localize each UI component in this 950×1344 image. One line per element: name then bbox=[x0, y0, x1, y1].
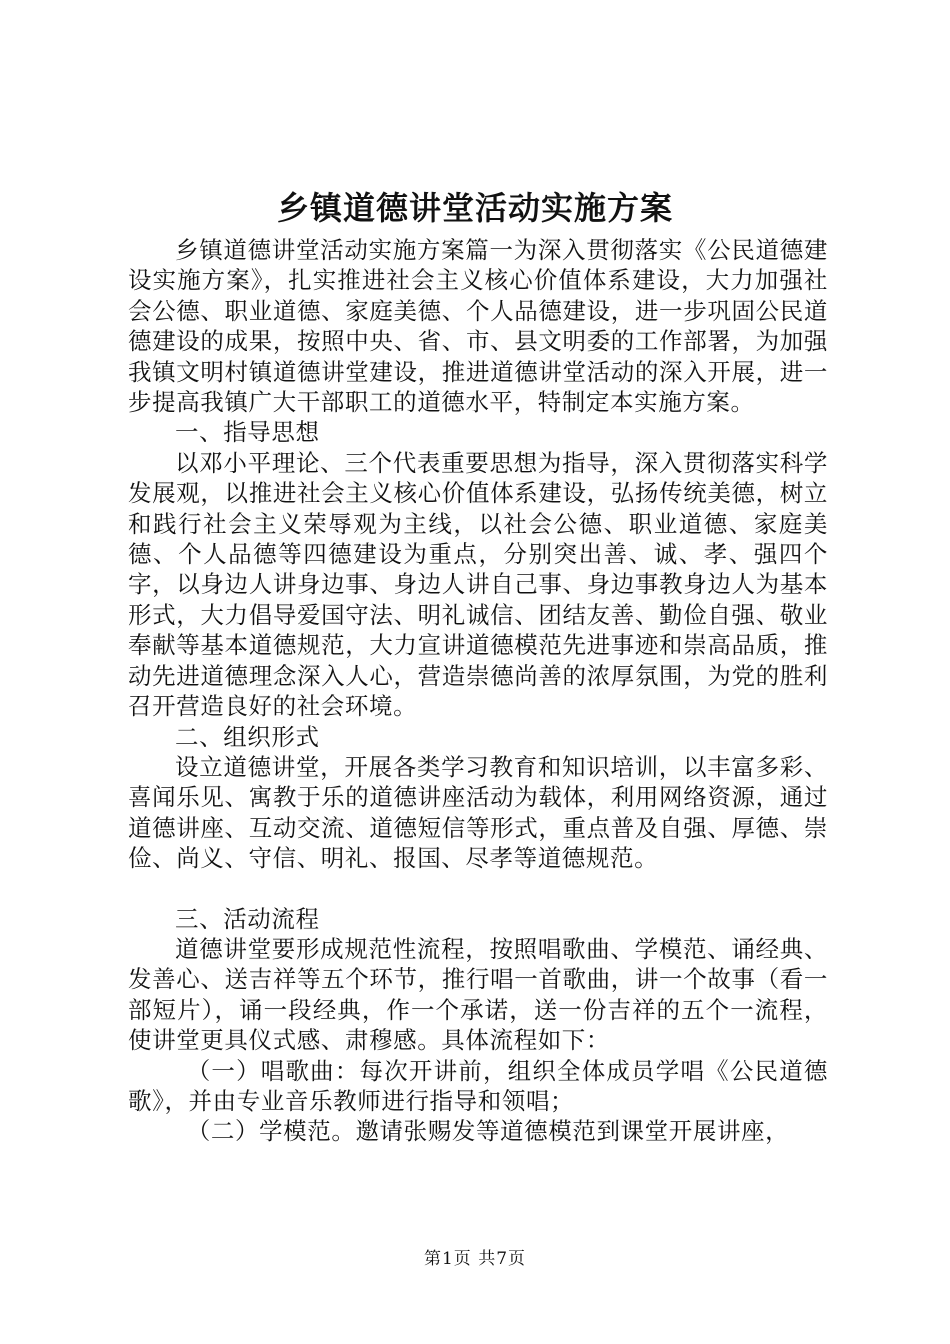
guiding-thought-paragraph: 以邓小平理论、三个代表重要思想为指导，深入贯彻落实科学发展观，以推进社会主义核心价值体系建设，弘扬传统美德，树立和践行社会主义荣辱观为主线，以社会公德、职业道德、家庭美德、个人品德等四德建设为重点，分别突出善、诚、孝、强四个字，以身边人讲身边事、身边人讲自己事、身边事教身边人为基本形式，大力倡导爱国守法、明礼诚信、团结友善、勤俭自强、敬业奉献等基本道德规范，大力宣讲道德模范先进事迹和崇高品质，推动先进道德理念深入人心，营造崇德尚善的浓厚氛围，为党的胜利召开营造良好的社会环境。 bbox=[128, 448, 828, 721]
section-heading-process: 三、活动流程 bbox=[175, 904, 320, 933]
document-body bbox=[128, 235, 828, 1147]
process-step-1: （一）唱歌曲：每次开讲前，组织全体成员学唱《公民道德歌》，并由专业音乐教师进行指导和领唱； bbox=[128, 1056, 828, 1115]
section-heading-guiding-thought: 一、指导思想 bbox=[175, 418, 320, 447]
page-number-footer: 第1页 共7页 bbox=[423, 1249, 527, 1269]
process-step-2: （二）学模范。邀请张赐发等道德模范到课堂开展讲座， bbox=[186, 1117, 790, 1146]
section-heading-organization: 二、组织形式 bbox=[175, 722, 320, 751]
process-paragraph: 道德讲堂要形成规范性流程，按照唱歌曲、学模范、诵经典、发善心、送吉祥等五个环节，推行唱一首歌曲，讲一个故事（看一部短片），诵一段经典，作一个承诺，送一份吉祥的五个一流程，使讲堂更具仪式感、肃穆感。具体流程如下： bbox=[128, 934, 828, 1055]
intro-paragraph: 乡镇道德讲堂活动实施方案篇一为深入贯彻落实《公民道德建设实施方案》，扎实推进社会主义核心价值体系建设，大力加强社会公德、职业道德、家庭美德、个人品德建设，进一步巩固公民道德建设的成果，按照中央、省、市、县文明委的工作部署，为加强我镇文明村镇道德讲堂建设，推进道德讲堂活动的深入开展，进一步提高我镇广大干部职工的道德水平，特制定本实施方案。 bbox=[128, 236, 828, 417]
paragraph-spacer bbox=[128, 874, 828, 904]
document-title: 乡镇道德讲堂活动实施方案 bbox=[276, 189, 673, 227]
organization-paragraph: 设立道德讲堂，开展各类学习教育和知识培训，以丰富多彩、喜闻乐见、寓教于乐的道德讲座活动为载体，利用网络资源，通过道德讲座、互动交流、道德短信等形式，重点普及自强、厚德、崇俭、尚义、守信、明礼、报国、尽孝等道德规范。 bbox=[128, 752, 828, 873]
